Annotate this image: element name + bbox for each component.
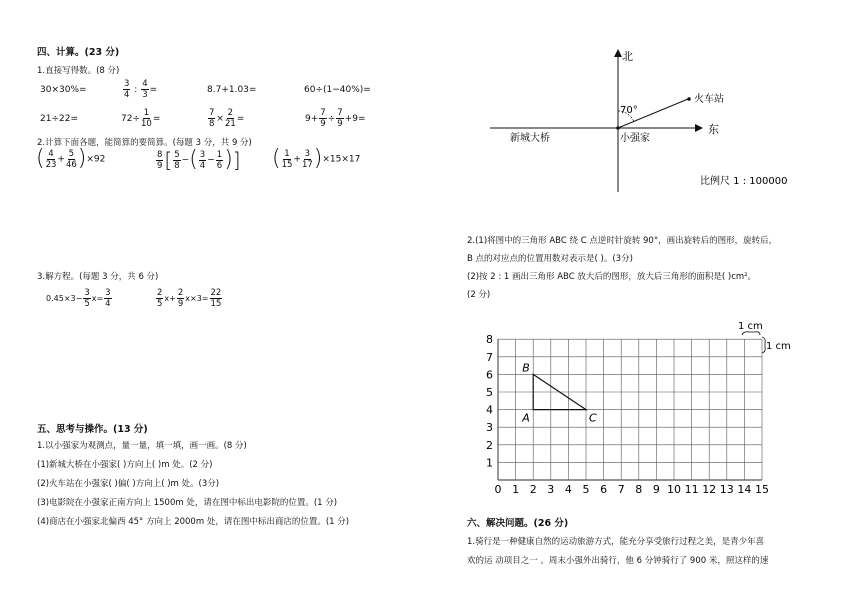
x-tick-label: 13 xyxy=(719,483,734,496)
question-5-1-line-2: (2)火车站在小强家( )偏( )方向上( )m 处。(3分) xyxy=(37,479,220,489)
calc-item-c: 8.7+1.03= xyxy=(207,85,257,95)
x-tick-label: 12 xyxy=(702,483,717,496)
y-tick-label: 6 xyxy=(486,368,493,382)
section-4-title: 四、计算。(23 分) xyxy=(37,47,120,58)
question-5-2-line-4: (2 分) xyxy=(467,290,491,300)
y-tick-label: 8 xyxy=(486,333,493,347)
scale-label: 比例尺 1 : 100000 xyxy=(700,176,788,187)
question-5-2-line-1: 2.(1)将图中的三角形 ABC 绕 C 点逆时针旋转 90°，画出旋转后的图形，旋转后， xyxy=(467,236,778,246)
question-4-3: 3.解方程。(每题 3 分，共 6 分) xyxy=(37,272,159,282)
x-tick-label: 1 xyxy=(512,483,520,496)
calc-item-h: 9+ $\frac{7}{9}$ ÷ $\frac{7}{9}$ +9= xyxy=(305,108,366,129)
unit-top-label: 1 cm xyxy=(738,321,763,332)
station-point xyxy=(687,97,691,101)
equation-item-b: $\frac{2}{5}$ x+ $\frac{2}{9}$ x×3= $\frac{22}{15}$ xyxy=(157,288,222,309)
y-tick-label: 2 xyxy=(486,438,493,452)
vertex-c-label: C xyxy=(589,411,597,425)
y-tick-label: 5 xyxy=(486,386,493,399)
x-tick-label: 7 xyxy=(617,483,625,496)
x-tick-label: 15 xyxy=(755,483,769,496)
calc-item-f: 72÷ $\frac{1}{10}$ = xyxy=(121,108,161,129)
home-label: 小强家 xyxy=(620,133,650,144)
x-tick-label: 0 xyxy=(494,483,502,496)
y-tick-label: 7 xyxy=(486,350,493,364)
x-tick-label: 14 xyxy=(737,483,752,496)
calc-item-e: 21÷22= xyxy=(40,114,78,124)
x-tick-labels xyxy=(495,483,770,496)
coordinate-grid xyxy=(480,315,830,505)
y-tick-label: 3 xyxy=(486,421,493,435)
unit-side-label: 1 cm xyxy=(766,341,791,352)
home-point xyxy=(616,126,620,130)
simplify-item-c: ( $\frac{1}{15}$ + $\frac{3}{17}$ )×15×17 xyxy=(272,146,361,171)
x-tick-label: 3 xyxy=(547,483,555,496)
question-4-2: 2.计算下面各题，能简算的要简算。(每题 3 分，共 9 分) xyxy=(37,138,252,148)
y-tick-labels xyxy=(486,333,493,469)
section-6-title: 六、解决问题。(26 分) xyxy=(467,518,569,529)
x-tick-label: 10 xyxy=(667,483,681,496)
section-5-title: 五、思考与操作。(13 分) xyxy=(37,424,148,435)
question-4-1: 1.直接写得数。(8 分) xyxy=(37,66,120,76)
y-tick-label: 4 xyxy=(486,403,493,417)
vertex-a-label: A xyxy=(522,411,530,425)
calc-item-a: 30×30%= xyxy=(40,85,87,95)
question-6-1-line-2: 欢的运 动项目之一 。周末小强外出骑行，他 6 分钟骑行了 900 米，照这样的速 xyxy=(467,556,769,566)
north-label: 北 xyxy=(622,50,633,63)
calc-item-b: $\frac{3}{4}$ : $\frac{4}{3}$ = xyxy=(124,79,158,100)
x-tick-label: 4 xyxy=(564,483,572,496)
x-tick-label: 11 xyxy=(684,483,699,496)
question-5-1: 1.以小强家为观测点，量一量，填一填，画一画。(8 分) xyxy=(37,441,247,451)
question-5-2-line-3: (2)按 2 : 1 画出三角形 ABC 放大后的图形，放大后三角形的面积是( )cm²。 xyxy=(467,272,757,282)
unit-side-brace xyxy=(762,337,765,353)
equation-item-a: 0.45×3− $\frac{3}{5}$ x= $\frac{3}{4}$ xyxy=(46,288,111,309)
unit-top-brace xyxy=(742,332,760,335)
x-tick-label: 5 xyxy=(582,483,590,496)
calc-item-g: $\frac{7}{8}$ × $\frac{2}{21}$ = xyxy=(209,108,245,129)
x-tick-label: 6 xyxy=(600,483,608,496)
east-label: 东 xyxy=(708,123,719,136)
y-tick-label: 1 xyxy=(486,456,493,470)
x-tick-label: 9 xyxy=(652,483,660,496)
question-5-2-line-2: B 点的对应点的位置用数对表示是( )。(3分) xyxy=(467,254,633,264)
question-5-1-line-1: (1)新城大桥在小强家( )方向上( )m 处。(2 分) xyxy=(37,460,213,470)
station-label: 火车站 xyxy=(694,94,724,105)
x-tick-label: 2 xyxy=(529,483,537,496)
vertex-b-label: B xyxy=(522,361,530,375)
question-6-1-line-1: 1.骑行是一种健康自然的运动旅游方式，能充分享受旅行过程之美，是青少年喜 xyxy=(467,537,765,547)
simplify-item-b: $\frac{8}{9}$ [ $\frac{5}{8}$ −( $\frac{3}{4}$ − $\frac{1}{6}$ )] xyxy=(157,147,241,172)
question-5-1-line-4: (4)商店在小强家北偏西 45° 方向上 2000m 处，请在图中标出商店的位置。(1 分) xyxy=(37,517,350,527)
x-tick-label: 8 xyxy=(635,483,643,496)
direction-map xyxy=(480,40,830,200)
calc-item-d: 60÷(1−40%)= xyxy=(304,85,371,95)
bridge-label: 新城大桥 xyxy=(510,133,550,144)
question-5-1-line-3: (3)电影院在小强家正南方向上 1500m 处，请在图中标出电影院的位置。(1 分) xyxy=(37,498,338,508)
simplify-item-a: ( $\frac{4}{23}$ + $\frac{5}{46}$ )×92 xyxy=(36,146,106,171)
angle-label: 70° xyxy=(620,105,638,116)
